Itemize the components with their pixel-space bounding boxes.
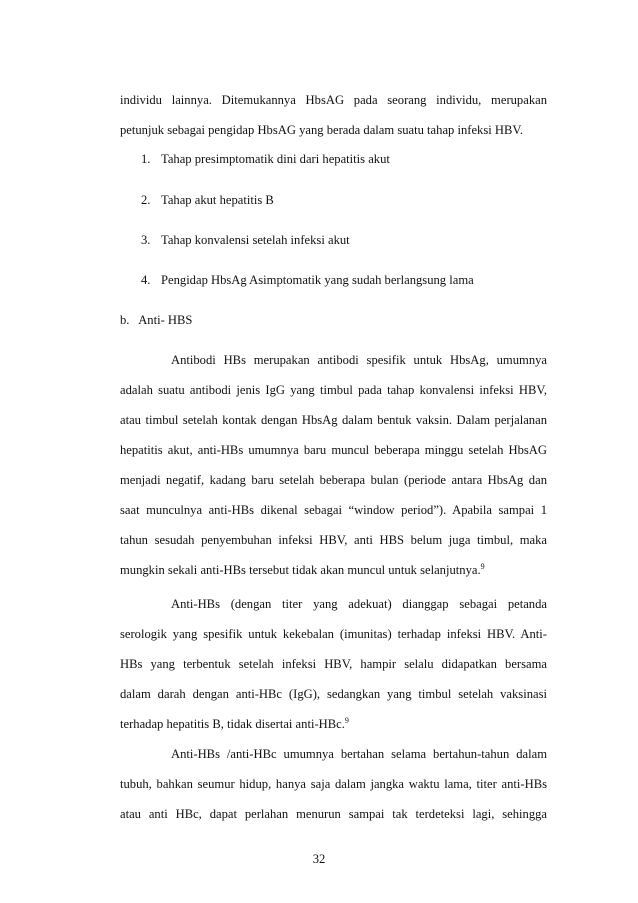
list-item-text: Pengidap HbsAg Asimptomatik yang sudah berlangsung lama — [161, 273, 474, 287]
list-item — [141, 192, 274, 208]
list-item-number: 2. — [141, 193, 151, 207]
body-text-line: saat munculnya anti-HBs dikenal sebagai “window period”). Apabila sampai 1 — [120, 503, 547, 517]
body-text-line: adalah suatu antibodi jenis IgG yang timbul pada tahap konvalensi infeksi HBV, — [120, 383, 547, 397]
body-text-line: Antibodi HBs merupakan antibodi spesifik untuk HbsAg, umumnya — [171, 353, 547, 367]
body-text-line: Anti-HBs (dengan titer yang adekuat) dianggap sebagai petanda — [171, 597, 547, 611]
body-text-line: atau anti HBc, dapat perlahan menurun sampai tak terdeteksi lagi, sehingga — [120, 807, 547, 821]
body-text-line — [120, 562, 547, 578]
body-text: terhadap hepatitis B, tidak disertai anti-HBc. — [120, 717, 345, 731]
body-text-line: menjadi negatif, kadang baru setelah beberapa bulan (periode antara HbsAg dan — [120, 473, 547, 487]
citation-ref: 9 — [344, 716, 349, 725]
body-text-line: Anti-HBs /anti-HBc umumnya bertahan selama bertahun-tahun dalam — [171, 747, 547, 761]
section-heading: b. Anti- HBS — [120, 313, 193, 327]
body-text: mungkin sekali anti-HBs tersebut tidak akan muncul untuk selanjutnya. — [120, 563, 481, 577]
body-text-line: tubuh, bahkan seumur hidup, hanya saja dalam jangka waktu lama, titer anti-HBs — [120, 777, 547, 791]
body-text-line: HBs yang terbentuk setelah infeksi HBV, hampir selalu didapatkan bersama — [120, 657, 547, 671]
citation-ref: 9 — [480, 562, 485, 571]
page-number: 32 — [312, 852, 326, 866]
list-item-text: Tahap konvalensi setelah infeksi akut — [161, 233, 350, 247]
list-item — [141, 232, 350, 248]
body-text-line — [120, 716, 547, 732]
list-item-text: Tahap akut hepatitis B — [161, 193, 274, 207]
body-text-line: atau timbul setelah kontak dengan HbsAg dalam bentuk vaksin. Dalam perjalanan — [120, 413, 547, 427]
list-item — [141, 151, 390, 167]
list-item-number: 4. — [141, 273, 151, 287]
body-text-line: tahun sesudah penyembuhan infeksi HBV, anti HBS belum juga timbul, maka — [120, 533, 547, 547]
body-text-line: serologik yang spesifik untuk kekebalan (imunitas) terhadap infeksi HBV. Anti- — [120, 627, 547, 641]
list-item-number: 1. — [141, 152, 151, 166]
body-text-line: individu lainnya. Ditemukannya HbsAG pada seorang individu, merupakan — [120, 93, 547, 107]
list-item — [141, 272, 474, 288]
list-item-text: Tahap presimptomatik dini dari hepatitis akut — [161, 152, 390, 166]
body-text-line: petunjuk sebagai pengidap HbsAG yang berada dalam suatu tahap infeksi HBV. — [120, 123, 524, 137]
body-text-line: dalam darah dengan anti-HBc (IgG), sedangkan yang timbul setelah vaksinasi — [120, 687, 547, 701]
body-text-line: hepatitis akut, anti-HBs umumnya baru muncul beberapa minggu setelah HbsAG — [120, 443, 547, 457]
list-item-number: 3. — [141, 233, 151, 247]
